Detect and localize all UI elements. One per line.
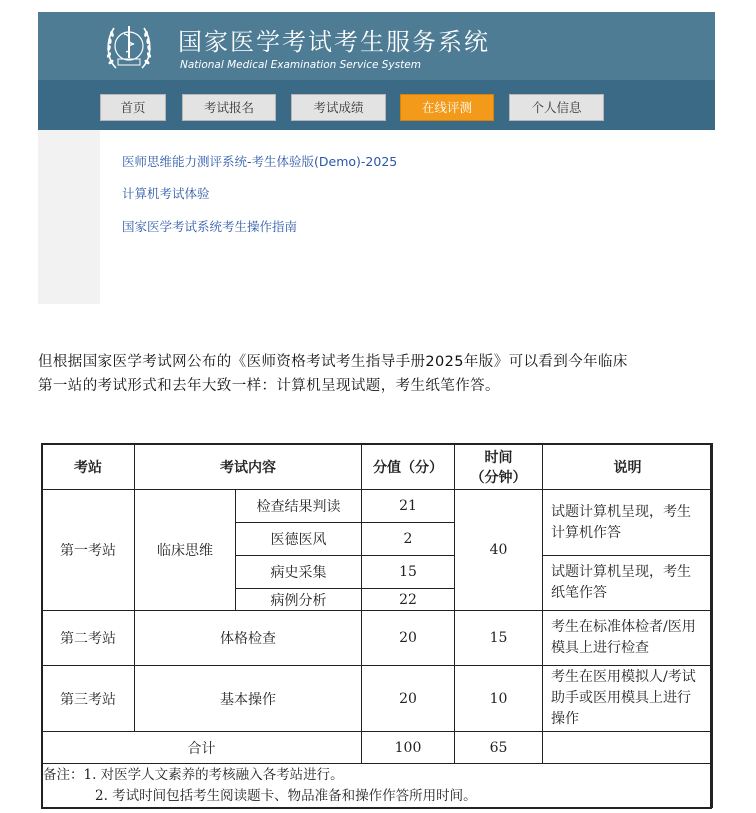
total-label: 合计 — [42, 732, 362, 764]
table-header-row — [42, 444, 713, 490]
table-total-row — [42, 732, 713, 764]
station3-content: 基本操作 — [135, 666, 362, 732]
header-score: 分值（分） — [362, 444, 455, 490]
header-time-line1: 时间 — [484, 449, 513, 466]
station1-score-4: 22 — [362, 589, 455, 611]
station1-score-2: 2 — [362, 523, 455, 556]
station2-content: 体格检查 — [135, 611, 362, 666]
station1-desc-b: 试题计算机呈现，考生纸笔作答 — [543, 556, 713, 611]
station1-time: 40 — [455, 490, 543, 611]
station3-time: 10 — [455, 666, 543, 732]
station3-desc: 考生在医用模拟人/考试助手或医用模具上进行操作 — [543, 666, 713, 732]
station1-desc-a: 试题计算机呈现，考生计算机作答 — [543, 490, 713, 556]
main-nav — [38, 80, 715, 130]
table-row — [42, 611, 713, 666]
total-time: 65 — [455, 732, 543, 764]
nav-online-assessment[interactable]: 在线评测 — [400, 94, 494, 121]
total-note-empty — [543, 732, 713, 764]
link-demo-system[interactable]: 医师思维能力测评系统-考生体验版(Demo)-2025 — [122, 154, 398, 169]
station1-score-3: 15 — [362, 556, 455, 589]
station1-item-1: 检查结果判读 — [236, 490, 362, 523]
station1-category: 临床思维 — [135, 490, 236, 611]
nav-scores[interactable]: 考试成绩 — [291, 94, 386, 121]
station2-score: 20 — [362, 611, 455, 666]
nav-home[interactable]: 首页 — [100, 94, 166, 121]
table-notes — [43, 765, 477, 807]
header-station: 考站 — [42, 444, 135, 490]
link-operation-guide[interactable]: 国家医学考试系统考生操作指南 — [122, 219, 298, 234]
link-computer-exam[interactable]: 计算机考试体验 — [122, 186, 210, 201]
station1-item-2: 医德医风 — [236, 523, 362, 556]
table-row — [42, 666, 713, 732]
header-content: 考试内容 — [135, 444, 362, 490]
station1-item-3: 病史采集 — [236, 556, 362, 589]
total-score: 100 — [362, 732, 455, 764]
station1-name: 第一考站 — [42, 490, 135, 611]
nav-registration[interactable]: 考试报名 — [182, 94, 276, 121]
site-subtitle: National Medical Examination Service System — [180, 59, 421, 71]
table-row — [42, 490, 713, 523]
station2-desc: 考生在标准体检者/医用模具上进行检查 — [543, 611, 713, 666]
station3-score: 20 — [362, 666, 455, 732]
station1-item-4: 病例分析 — [236, 589, 362, 611]
paragraph-line-1: 但根据国家医学考试网公布的《医师资格考试考生指导手册2025年版》可以看到今年临床 — [38, 354, 628, 370]
site-header — [38, 12, 715, 80]
exam-site-screenshot — [38, 12, 715, 304]
paragraph-line-2: 第一站的考试形式和去年大致一样：计算机呈现试题，考生纸笔作答。 — [38, 378, 500, 394]
article-paragraph — [38, 350, 718, 398]
station1-score-1: 21 — [362, 490, 455, 523]
medical-emblem-icon — [102, 18, 156, 74]
site-title: 国家医学考试考生服务系统 — [178, 28, 490, 56]
header-time-line2: （分钟） — [470, 469, 527, 486]
station2-name: 第二考站 — [42, 611, 135, 666]
note-line-1: 备注：1. 对医学人文素养的考核融入各考站进行。 — [43, 767, 344, 783]
station3-name: 第三考站 — [42, 666, 135, 732]
header-note: 说明 — [543, 444, 713, 490]
note-line-2: 2. 考试时间包括考生阅读题卡、物品准备和操作作答所用时间。 — [95, 788, 477, 804]
nav-personal-info[interactable]: 个人信息 — [509, 94, 604, 121]
header-time — [455, 444, 543, 490]
exam-structure-table — [41, 443, 713, 808]
station2-time: 15 — [455, 611, 543, 666]
